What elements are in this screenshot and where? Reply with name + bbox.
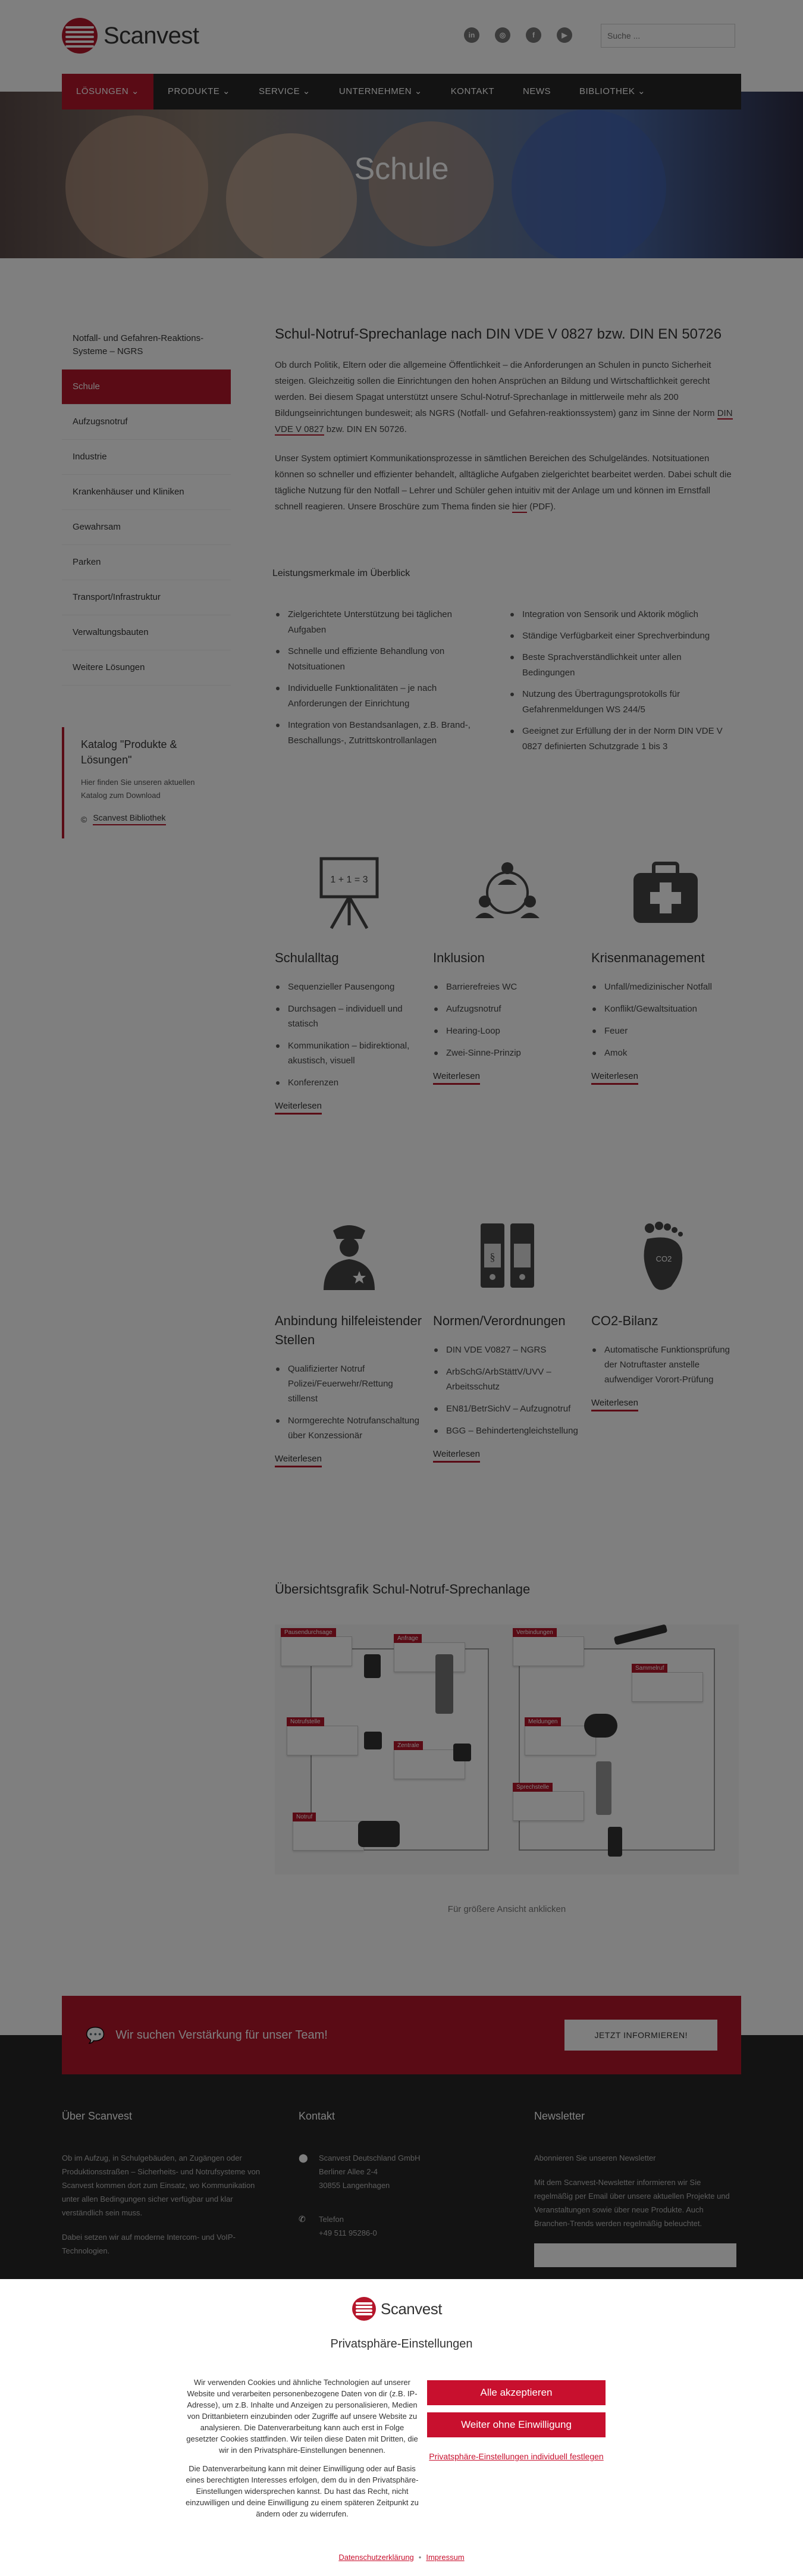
modal-title: Privatsphäre-Einstellungen xyxy=(330,2337,473,2350)
cookie-consent-modal xyxy=(0,2279,803,2576)
link-separator: • xyxy=(418,2553,422,2562)
consent-text: Wir verwenden Cookies und ähnliche Technologien auf unserer Website und verarbeiten personenbezogene Daten von dir (z.B. IP-Adresse), um z.B. Inhalte und Anzeigen zu personalisieren, Medien von Drittanbietern einzubinden oder Zugriffe auf unsere Website zu analysieren. Die Datenverarbeitung kann auch erst in Folge gesetzter Cookies stattfinden. Wir teilen diese Daten mit Dritten, die wir in den Privatsphäre-Einstellungen benennen. Die Datenverarbeitung kann mit deiner Einwilligung oder auf Basis eines berechtigten Interesses erfolgen, dem du in den Privatsphäre-Einstellungen widersprechen kannst. Du hast das Recht, nicht einzuwilligen und deine Einwilligung zu einem späteren Zeitpunkt zu ändern oder zu widerrufen. xyxy=(186,2378,419,2518)
continue-without-consent-button[interactable]: Weiter ohne Einwilligung xyxy=(427,2412,606,2437)
accept-all-button[interactable]: Alle akzeptieren xyxy=(427,2380,606,2405)
modal-logo: Scanvest xyxy=(352,2297,442,2321)
privacy-policy-link[interactable]: Datenschutzerklärung xyxy=(338,2553,414,2562)
individual-settings-link[interactable]: Privatsphäre-Einstellungen individuell festlegen xyxy=(429,2452,604,2461)
modal-footer-links xyxy=(0,2553,803,2562)
logo-mark-icon xyxy=(352,2297,376,2321)
imprint-link[interactable]: Impressum xyxy=(426,2553,465,2562)
